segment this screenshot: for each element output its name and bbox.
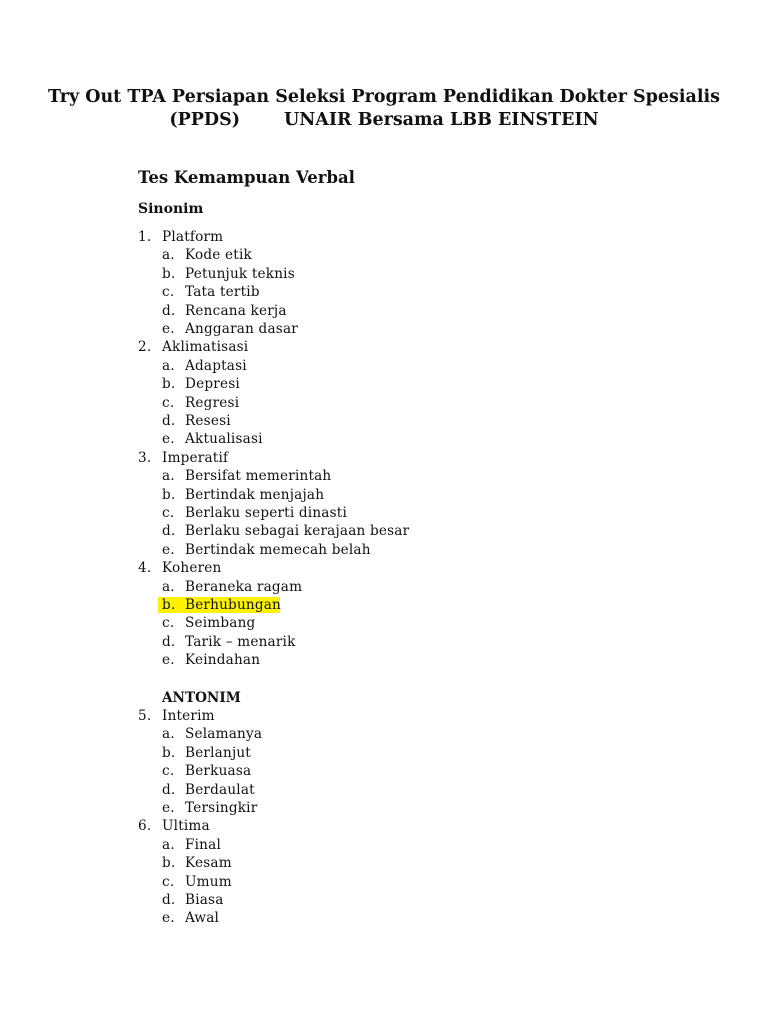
question-word: Aklimatisasi bbox=[162, 339, 249, 356]
option-letter: d. bbox=[162, 413, 176, 429]
title-ppds: (PPDS) bbox=[169, 110, 241, 130]
antonym-heading: ANTONIM bbox=[162, 690, 241, 706]
option-letter: c. bbox=[162, 284, 175, 301]
option-text: Seimbang bbox=[185, 615, 256, 632]
option-text: Tersingkir bbox=[185, 800, 258, 816]
question-number: 3. bbox=[138, 449, 152, 466]
option-letter: a. bbox=[162, 247, 175, 264]
question-word: Koheren bbox=[162, 560, 222, 577]
question-number: 6. bbox=[138, 818, 152, 835]
option-text: Keindahan bbox=[185, 652, 261, 669]
option-letter: b. bbox=[162, 744, 176, 761]
title-organizer: UNAIR Bersama LBB EINSTEIN bbox=[284, 110, 599, 130]
option-text: Berkuasa bbox=[185, 763, 252, 780]
option-letter: a. bbox=[162, 836, 175, 853]
option-letter: e. bbox=[162, 321, 175, 337]
question-word: Imperatif bbox=[162, 449, 229, 466]
option-letter: c. bbox=[162, 615, 175, 632]
option-letter: d. bbox=[162, 633, 176, 650]
option-text: Bertindak menjajah bbox=[185, 486, 325, 503]
option-letter: c. bbox=[162, 505, 175, 521]
option-letter: b. bbox=[162, 376, 176, 393]
option-text: Regresi bbox=[185, 394, 240, 411]
option-letter: b. bbox=[162, 486, 176, 503]
option-text: Awal bbox=[185, 910, 220, 927]
question-word: Ultima bbox=[162, 818, 210, 835]
synonym-heading: Sinonim bbox=[138, 201, 204, 217]
option-text: Kesam bbox=[185, 855, 232, 872]
option-letter: d. bbox=[162, 892, 176, 908]
option-text: Berlaku seperti dinasti bbox=[185, 505, 347, 521]
option-letter: a. bbox=[162, 468, 175, 485]
option-text: Final bbox=[185, 836, 221, 853]
title-line-1: Try Out TPA Persiapan Seleksi Program Pendidikan Dokter Spesialis bbox=[47, 87, 721, 107]
option-text: Beraneka ragam bbox=[185, 578, 303, 595]
question-number: 2. bbox=[138, 339, 152, 356]
option-letter: e. bbox=[162, 652, 175, 669]
option-text: Tarik – menarik bbox=[185, 633, 296, 650]
option-text: Berlanjut bbox=[185, 744, 251, 761]
option-letter: d. bbox=[162, 523, 176, 540]
question-number: 4. bbox=[138, 560, 152, 577]
option-letter: b. bbox=[162, 265, 176, 282]
question-word: Interim bbox=[162, 708, 215, 724]
title-line-2 bbox=[0, 109, 768, 132]
option-text: Adaptasi bbox=[185, 357, 247, 374]
option-letter: c. bbox=[162, 763, 175, 780]
question-word: Platform bbox=[162, 229, 224, 245]
option-letter: a. bbox=[162, 578, 175, 595]
option-text: Resesi bbox=[185, 413, 231, 429]
option-text: Bersifat memerintah bbox=[185, 468, 332, 485]
option-text: Petunjuk teknis bbox=[185, 265, 295, 282]
option-text: Bertindak memecah belah bbox=[185, 541, 371, 558]
option-text: Rencana kerja bbox=[185, 302, 287, 319]
question-number: 5. bbox=[138, 708, 152, 724]
option-letter: a. bbox=[162, 357, 175, 374]
option-text: Depresi bbox=[185, 376, 240, 393]
option-text: Berdaulat bbox=[185, 781, 255, 798]
option-text: Berlaku sebagai kerajaan besar bbox=[185, 523, 410, 540]
option-text: Aktualisasi bbox=[185, 431, 263, 448]
option-letter: e. bbox=[162, 541, 175, 558]
option-letter: b. bbox=[162, 597, 176, 613]
option-letter: d. bbox=[162, 302, 176, 319]
option-text: Tata tertib bbox=[185, 284, 260, 301]
document-title bbox=[0, 86, 768, 132]
option-letter: e. bbox=[162, 910, 175, 927]
option-text: Umum bbox=[185, 873, 232, 890]
option-text: Selamanya bbox=[185, 726, 263, 743]
option-text: Kode etik bbox=[185, 247, 252, 264]
option-letter: c. bbox=[162, 873, 175, 890]
option-text: Anggaran dasar bbox=[185, 321, 298, 337]
option-text: Biasa bbox=[185, 892, 224, 908]
option-letter: c. bbox=[162, 394, 175, 411]
option-text: Berhubungan bbox=[185, 597, 282, 613]
option-letter: a. bbox=[162, 726, 175, 743]
section-title: Tes Kemampuan Verbal bbox=[138, 168, 355, 187]
option-letter: d. bbox=[162, 781, 176, 798]
question-number: 1. bbox=[138, 229, 152, 245]
option-letter: e. bbox=[162, 800, 175, 816]
option-letter: b. bbox=[162, 855, 176, 872]
option-letter: e. bbox=[162, 431, 175, 448]
